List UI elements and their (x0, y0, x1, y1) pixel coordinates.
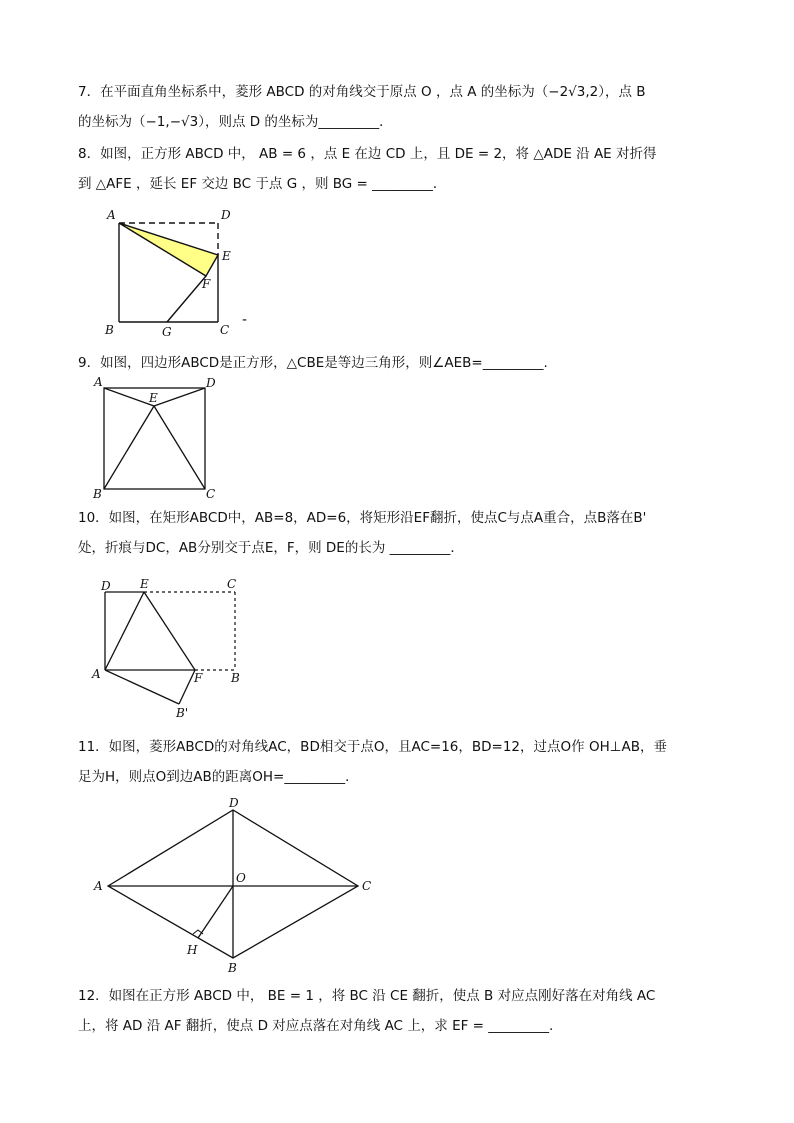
q11-label-a: A (94, 879, 103, 893)
q9-segment-de (154, 388, 205, 406)
q9-label-a: A (94, 375, 103, 389)
q10-text-line1: 10．如图，在矩形ABCD中，AB=8，AD=6，将矩形沿EF翻折，使点C与点A重合，点B落在B' (78, 510, 647, 526)
q10-label-d: D (101, 579, 111, 593)
q10-fold-ef (144, 592, 195, 670)
q8-folded-triangle (119, 223, 218, 276)
q10-figure (88, 574, 258, 724)
q8-text-line2: 到 △AFE ，延长 EF 交边 BC 于点 G ，则 BG = _________． (78, 176, 447, 192)
q8-side-mark: - (242, 312, 248, 328)
q8-label-f: F (202, 277, 211, 291)
q11-label-d: D (229, 796, 239, 810)
q9-segment-be (104, 406, 154, 489)
q8-figure (98, 204, 258, 340)
q11-figure (88, 794, 388, 980)
q11-text-line2: 足为H，则点O到边AB的距离OH=_________． (78, 769, 359, 785)
q10-text-line2: 处，折痕与DC，AB分别交于点E，F，则 DE的长为 _________． (78, 540, 464, 556)
q10-segment-b-prime-f (179, 670, 195, 704)
q12-text-line2: 上，将 AD 沿 AF 翻折，使点 D 对应点落在对角线 AC 上，求 EF = _________. (78, 1018, 554, 1034)
q11-label-b: B (228, 961, 237, 975)
q10-segment-ab-prime (105, 670, 179, 704)
q11-segment-oh (198, 886, 233, 938)
q8-label-d: D (221, 208, 231, 222)
q10-label-e: E (140, 577, 149, 591)
q9-label-b: B (93, 487, 102, 501)
q10-label-c: C (227, 577, 237, 591)
q9-figure (90, 374, 220, 502)
q7-text-line2: 的坐标为（−1,−√3），则点 D 的坐标为_________． (78, 114, 393, 130)
q11-label-c: C (362, 879, 372, 893)
q9-text-line1: 9．如图，四边形ABCD是正方形，△CBE是等边三角形，则∠AEB=_________. (78, 355, 548, 371)
q10-label-f: F (194, 671, 203, 685)
q8-text-line1: 8．如图，正方形 ABCD 中， AB = 6 ，点 E 在边 CD 上，且 DE = 2，将 △ADE 沿 AE 对折得 (78, 146, 657, 162)
q12-text-line1: 12．如图在正方形 ABCD 中， BE = 1 ，将 BC 沿 CE 翻折，使点 B 对应点刚好落在对角线 AC (78, 988, 656, 1004)
q11-label-o: O (236, 871, 246, 885)
q8-label-e: E (222, 249, 231, 263)
q11-text-line1: 11．如图，菱形ABCD的对角线AC，BD相交于点O，且AC=16，BD=12，过点O作 OH⊥AB，垂 (78, 739, 667, 755)
q10-label-a: A (92, 667, 101, 681)
q9-segment-ce (154, 406, 205, 489)
q11-label-h: H (187, 943, 198, 957)
q9-label-d: D (206, 376, 216, 390)
q8-label-b: B (105, 323, 114, 337)
q10-label-b-prime: B' (176, 706, 189, 720)
q8-label-g: G (162, 325, 172, 339)
q8-label-c: C (220, 323, 230, 337)
q8-segment-fg (167, 276, 206, 322)
q8-label-a: A (107, 208, 116, 222)
q10-segment-ae (105, 592, 144, 670)
q9-segment-ae (104, 388, 154, 406)
q9-label-e: E (149, 391, 158, 405)
q10-label-b: B (231, 671, 240, 685)
q9-label-c: C (206, 487, 216, 501)
q7-text-line1: 7．在平面直角坐标系中，菱形 ABCD 的对角线交于原点 O ，点 A 的坐标为（−2√3,2），点 B (78, 84, 646, 100)
